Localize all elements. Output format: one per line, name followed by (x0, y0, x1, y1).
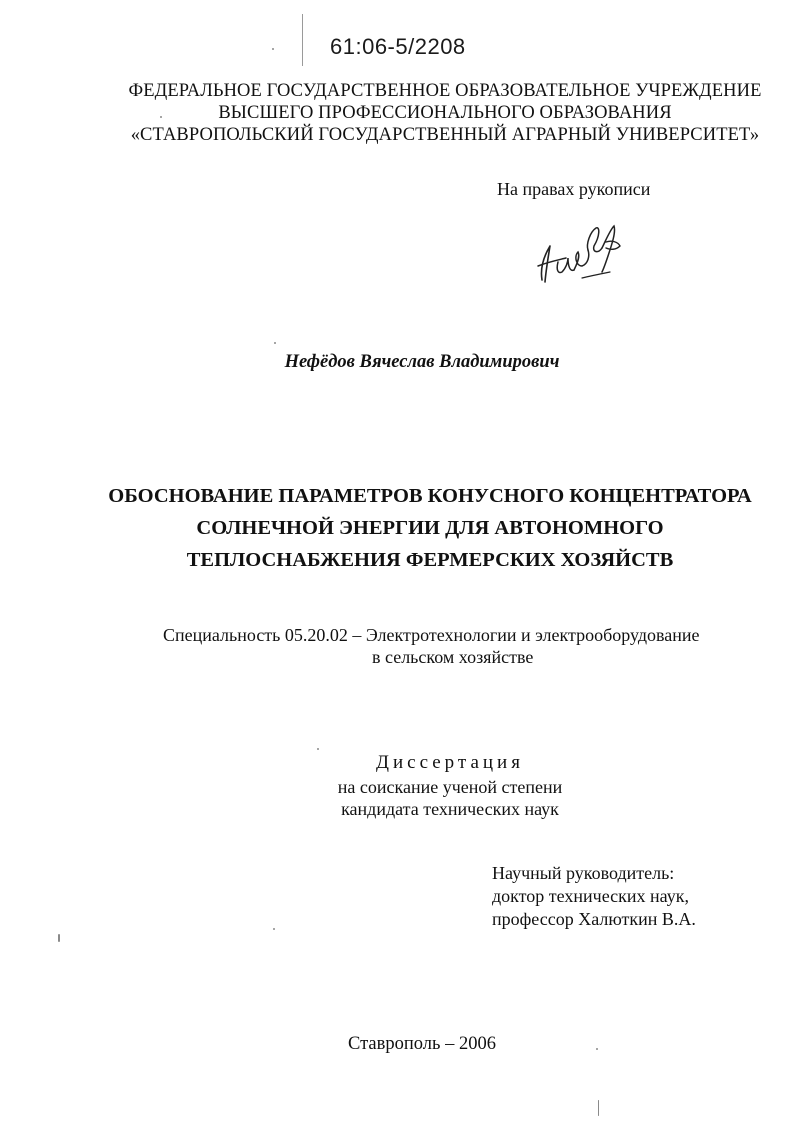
dissertation-title (90, 480, 770, 576)
specialty-block (163, 624, 700, 668)
scan-artifact-line (302, 14, 303, 66)
author-signature (528, 222, 624, 288)
specialty-line-1: Специальность 05.20.02 – Электротехнологии и электрооборудование (163, 625, 700, 645)
scan-speck (274, 342, 276, 344)
institution-header (120, 80, 770, 146)
institution-line-3: «СТАВРОПОЛЬСКИЙ ГОСУДАРСТВЕННЫЙ АГРАРНЫЙ УНИВЕРСИТЕТ» (130, 125, 760, 145)
scan-speck (272, 48, 274, 50)
specialty-line-2: в сельском хозяйстве (372, 647, 534, 667)
supervisor-label: Научный руководитель: (492, 863, 675, 883)
rights-note: На правах рукописи (497, 179, 651, 199)
title-line-2: СОЛНЕЧНОЙ ЭНЕРГИИ ДЛЯ АВТОНОМНОГО (196, 517, 664, 539)
dissertation-block (300, 752, 600, 820)
scan-speck (58, 934, 60, 942)
city-year: Ставрополь – 2006 (348, 1034, 496, 1054)
supervisor-degree: доктор технических наук, (492, 886, 689, 906)
supervisor-block (492, 862, 696, 931)
institution-line-1: ФЕДЕРАЛЬНОЕ ГОСУДАРСТВЕННОЕ ОБРАЗОВАТЕЛЬНОЕ УЧРЕЖДЕНИЕ (128, 81, 762, 101)
scan-speck (317, 748, 319, 750)
institution-line-2: ВЫСШЕГО ПРОФЕССИОНАЛЬНОГО ОБРАЗОВАНИЯ (218, 103, 672, 123)
scan-speck (273, 928, 275, 930)
archive-code: 61:06-5/2208 (330, 34, 466, 59)
dissertation-line-2: кандидата технических наук (341, 799, 559, 819)
title-line-1: ОБОСНОВАНИЕ ПАРАМЕТРОВ КОНУСНОГО КОНЦЕНТРАТОРА (108, 485, 752, 507)
dissertation-line-1: на соискание ученой степени (337, 777, 563, 797)
scan-speck (598, 1100, 599, 1116)
supervisor-name: профессор Халюткин В.А. (492, 909, 696, 929)
title-line-3: ТЕПЛОСНАБЖЕНИЯ ФЕРМЕРСКИХ ХОЗЯЙСТВ (186, 549, 674, 571)
author-name: Нефёдов Вячеслав Владимирович (284, 352, 560, 372)
dissertation-heading: Диссертация (376, 752, 524, 773)
